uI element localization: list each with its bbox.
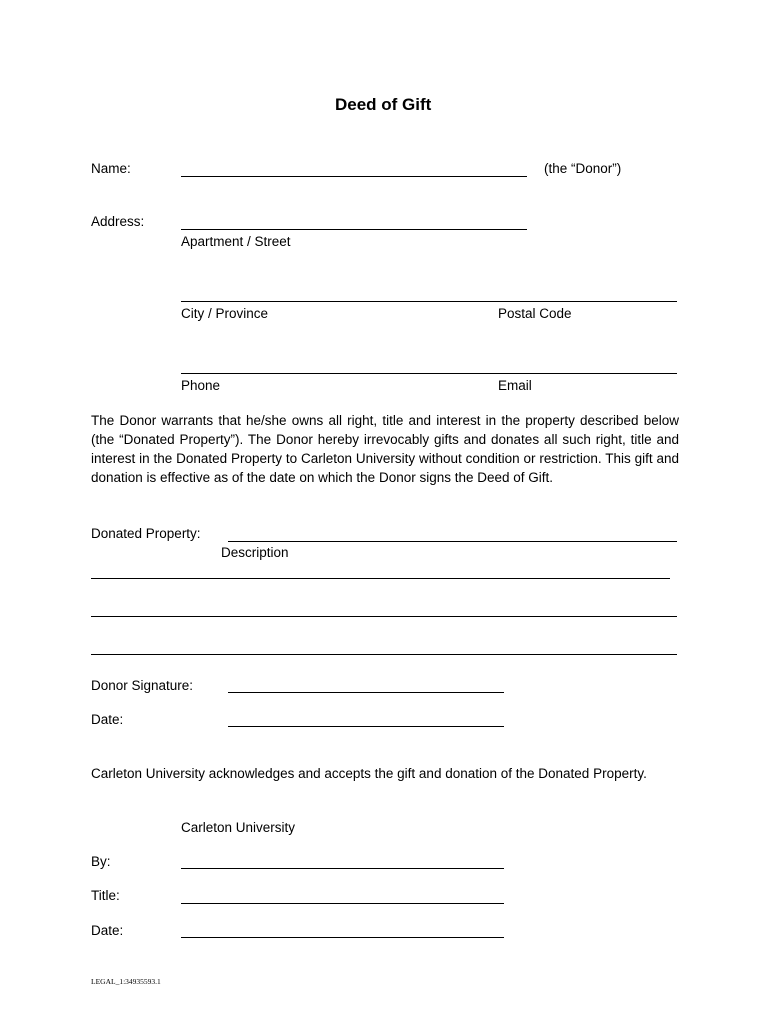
- warranty-paragraph: The Donor warrants that he/she owns all right, title and interest in the property described below (the “Donated Property”). The Donor hereby irrevocably gifts and donates all such right, title and interest in the Donated Property to Carleton University without condition or restriction. This gift and donation is effective as of the date on which the Donor signs the Deed of Gift.: [91, 413, 679, 485]
- description-line-1[interactable]: [91, 578, 670, 579]
- phone-email-line[interactable]: [181, 373, 677, 374]
- donor-signature-label: Donor Signature:: [91, 678, 194, 693]
- donated-property-label: Donated Property:: [91, 526, 201, 541]
- description-caption: Description: [221, 545, 289, 560]
- donor-signature-line[interactable]: [228, 692, 504, 693]
- university-date-line[interactable]: [181, 937, 504, 938]
- apartment-street-caption: Apartment / Street: [181, 234, 291, 249]
- postal-code-caption: Postal Code: [498, 306, 572, 321]
- donor-date-label: Date:: [91, 712, 124, 727]
- title-line[interactable]: [181, 903, 504, 904]
- donated-property-line[interactable]: [228, 541, 677, 542]
- university-name: Carleton University: [181, 820, 296, 835]
- acknowledgement-text: Carleton University acknowledges and accepts the gift and donation of the Donated Property.: [91, 766, 647, 781]
- university-date-label: Date:: [91, 923, 124, 938]
- donor-note: (the “Donor”): [544, 161, 622, 176]
- name-line[interactable]: [181, 176, 527, 177]
- by-label: By:: [91, 854, 111, 869]
- donor-date-line[interactable]: [228, 726, 504, 727]
- footer-code: LEGAL_1:34935593.1: [91, 977, 161, 986]
- name-label: Name:: [91, 161, 131, 176]
- phone-caption: Phone: [181, 378, 221, 393]
- title-label: Title:: [91, 888, 120, 903]
- city-province-caption: City / Province: [181, 306, 269, 321]
- by-line[interactable]: [181, 868, 504, 869]
- document-title: Deed of Gift: [335, 95, 432, 114]
- apartment-street-line[interactable]: [181, 229, 527, 230]
- address-label: Address:: [91, 214, 145, 229]
- description-line-3[interactable]: [91, 654, 677, 655]
- description-line-2[interactable]: [91, 616, 677, 617]
- email-caption: Email: [498, 378, 532, 393]
- city-postal-line[interactable]: [181, 301, 677, 302]
